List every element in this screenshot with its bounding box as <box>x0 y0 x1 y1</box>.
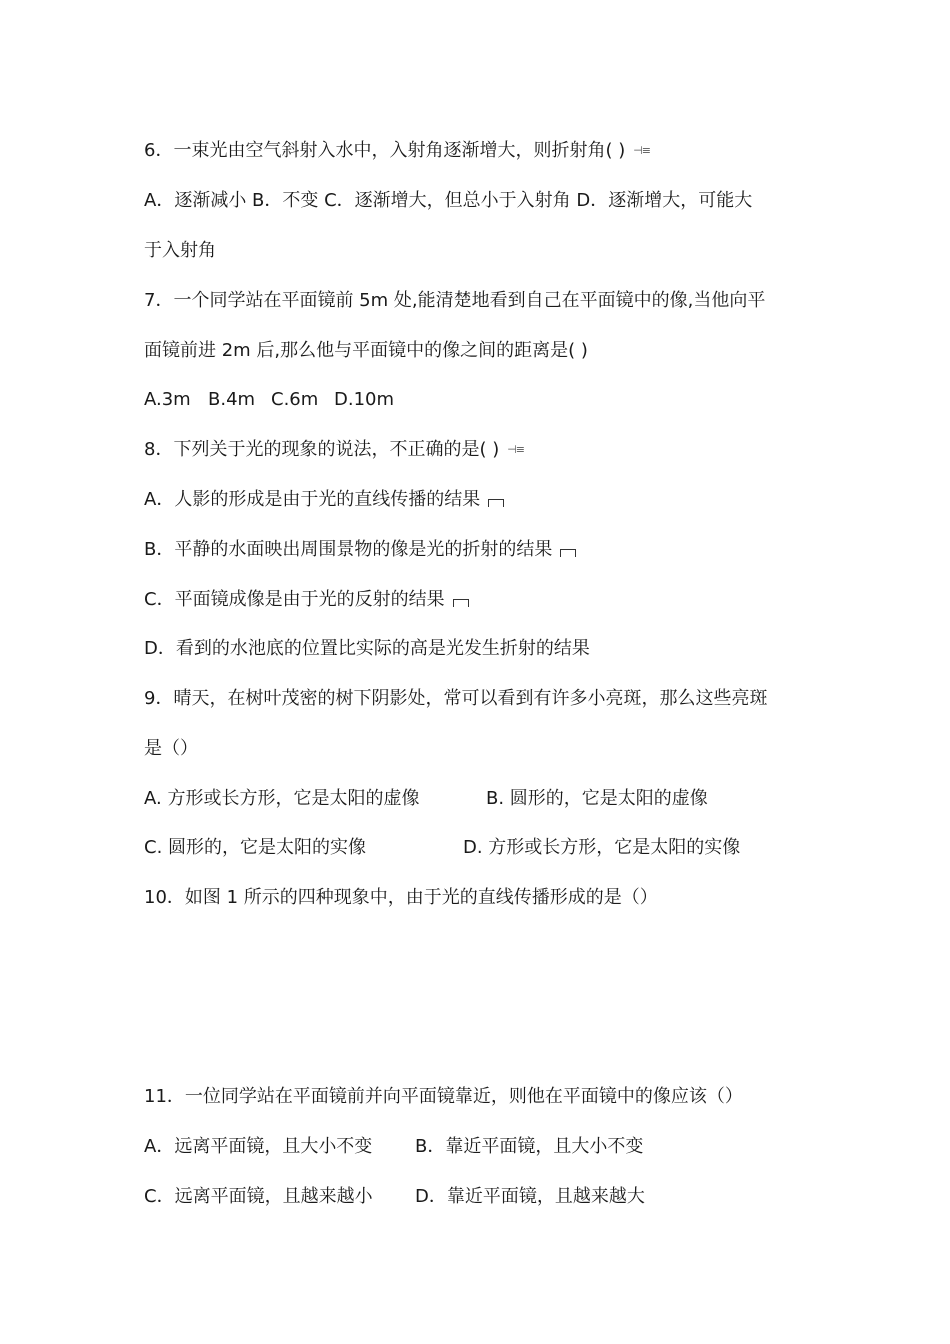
q7-stem-line1: 7．一个同学站在平面镜前 5m 处,能清楚地看到自己在平面镜中的像,当他向平 <box>144 290 766 311</box>
q8-option-c: C．平面镜成像是由于光的反射的结果 <box>144 587 469 613</box>
q9-option-a: A. 方形或长方形，它是太阳的虚像 <box>144 788 420 809</box>
q7-stem-line2: 面镜前进 2m 后,那么他与平面镜中的像之间的距离是( ) <box>144 340 588 361</box>
line-break-mark-icon <box>453 599 469 607</box>
q9-stem-line2: 是（） <box>144 738 198 759</box>
q6-options-line1: A．逐渐减小 B．不变 C．逐渐增大，但总小于入射角 D．逐渐增大，可能大 <box>144 190 753 211</box>
q11-option-c: C．远离平面镜，且越来越小 <box>144 1186 373 1207</box>
line-break-mark-icon <box>488 499 504 507</box>
paragraph-return-mark-icon: ⊣≡ <box>633 144 651 157</box>
q11-option-b: B．靠近平面镜，且大小不变 <box>415 1136 644 1157</box>
q9-option-c: C. 圆形的，它是太阳的实像 <box>144 837 367 858</box>
q8-option-d: D．看到的水池底的位置比实际的高是光发生折射的结果 <box>144 638 590 659</box>
q11-option-d: D．靠近平面镜，且越来越大 <box>415 1186 645 1207</box>
q6-options-line2: 于入射角 <box>144 240 216 261</box>
figure-placeholder-blank <box>144 930 804 1070</box>
q11-option-a: A．远离平面镜，且大小不变 <box>144 1136 373 1157</box>
q10-stem: 10．如图 1 所示的四种现象中，由于光的直线传播形成的是（） <box>144 887 658 908</box>
q7-option-a: A.3m <box>144 389 191 410</box>
q8-option-b: B．平静的水面映出周围景物的像是光的折射的结果 <box>144 537 576 563</box>
line-break-mark-icon <box>560 549 576 557</box>
paragraph-return-mark-icon: ⊣≡ <box>507 443 525 456</box>
q8-stem: 8．下列关于光的现象的说法，不正确的是( ) ⊣≡ <box>144 437 524 463</box>
q7-option-c: C.6m <box>271 389 319 410</box>
q7-option-d: D.10m <box>334 389 395 410</box>
q9-option-d: D. 方形或长方形，它是太阳的实像 <box>463 837 741 858</box>
q7-option-b: B.4m <box>208 389 256 410</box>
q8-option-a: A．人影的形成是由于光的直线传播的结果 <box>144 487 504 513</box>
q6-stem: 6．一束光由空气斜射入水中，入射角逐渐增大，则折射角( ) ⊣≡ <box>144 138 650 164</box>
q11-stem: 11．一位同学站在平面镜前并向平面镜靠近，则他在平面镜中的像应该（） <box>144 1086 743 1107</box>
q9-option-b: B. 圆形的，它是太阳的虚像 <box>486 788 708 809</box>
q9-stem-line1: 9．晴天，在树叶茂密的树下阴影处，常可以看到有许多小亮斑，那么这些亮斑 <box>144 688 768 709</box>
